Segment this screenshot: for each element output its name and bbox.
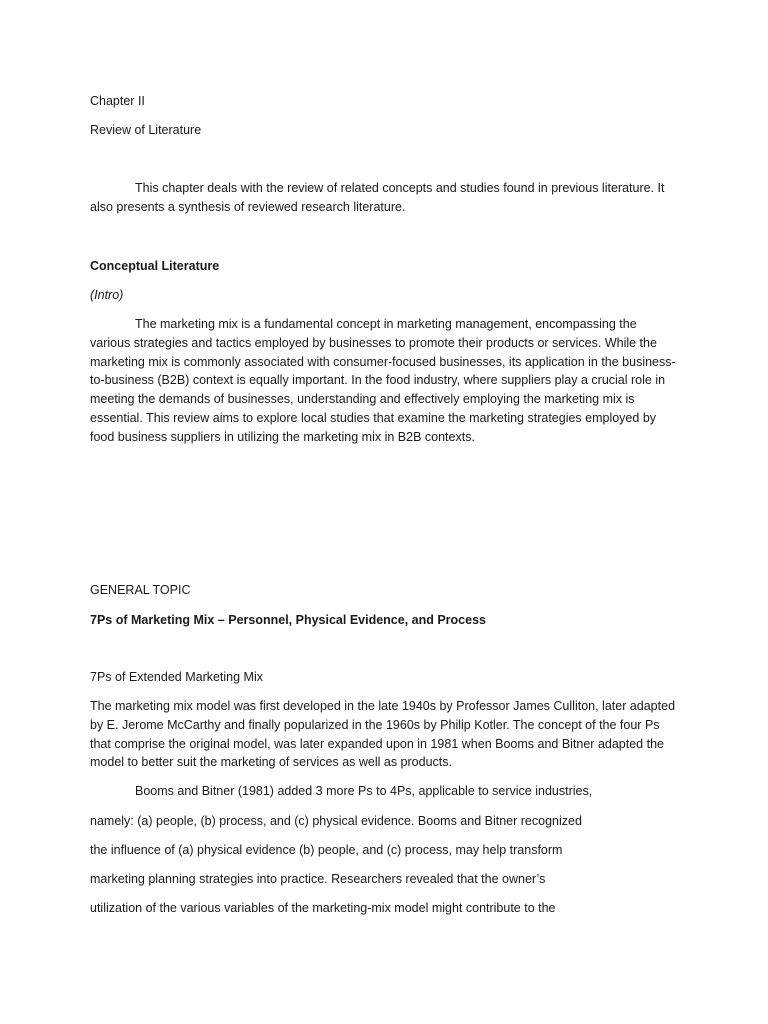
conceptual-literature-heading: Conceptual Literature xyxy=(90,259,220,273)
topic-heading: 7Ps of Marketing Mix – Personnel, Physical Evidence, and Process xyxy=(90,613,486,627)
booms-bitner-line: Booms and Bitner (1981) added 3 more Ps to 4Ps, applicable to service industries, xyxy=(135,784,593,798)
chapter-intro-paragraph: This chapter deals with the review of related concepts and studies found in previous literature. It also presents a synthesis of reviewed research literature. xyxy=(90,181,665,214)
general-topic-label: GENERAL TOPIC xyxy=(90,583,191,597)
marketing-mix-paragraph: The marketing mix is a fundamental concept in marketing management, encompassing the various strategies and tactics employed by businesses to promote their products or services. While the marketing mix is commonly associated with consumer-focused businesses, its application in the business-to-business (B2B) context is equally important. In the food industry, where suppliers play a crucial role in meeting the demands of businesses, understanding and effectively employing the marketing mix is essential. This review aims to explore local studies that examine the marketing strategies employed by food business suppliers in utilizing the marketing mix in B2B contexts. xyxy=(90,317,676,444)
intro-label: (Intro) xyxy=(90,288,124,302)
subtopic-heading: 7Ps of Extended Marketing Mix xyxy=(90,670,263,684)
booms-bitner-line: the influence of (a) physical evidence (b) people, and (c) process, may help transform xyxy=(90,843,563,857)
booms-bitner-line: marketing planning strategies into practice. Researchers revealed that the owner’s xyxy=(90,872,546,886)
marketing-mix-history-paragraph: The marketing mix model was first developed in the late 1940s by Professor James Culliton, later adapted by E. Jerome McCarthy and finally popularized in the 1960s by Philip Kotler. The concept of the four Ps that comprise the original model, was later expanded upon in 1981 when Booms and Bitner adapted the model to better suit the marketing of services as well as products. xyxy=(90,699,676,770)
booms-bitner-line: utilization of the various variables of the marketing-mix model might contribute to the xyxy=(90,901,556,915)
chapter-number: Chapter II xyxy=(90,94,145,108)
booms-bitner-line: namely: (a) people, (b) process, and (c) physical evidence. Booms and Bitner recognized xyxy=(90,814,582,828)
chapter-title: Review of Literature xyxy=(90,123,202,137)
